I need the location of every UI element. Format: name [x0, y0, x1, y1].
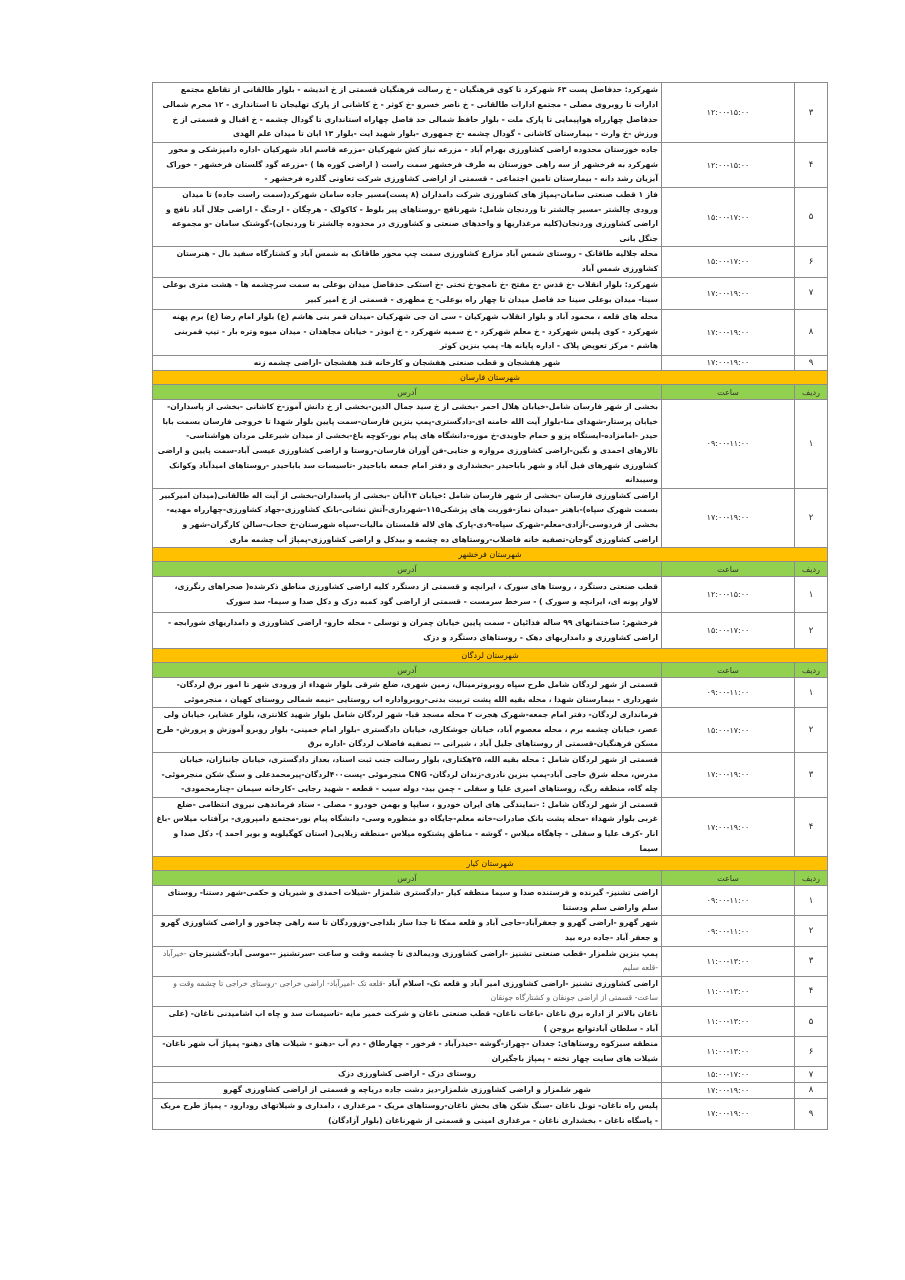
- section-title-row: [153, 548, 828, 562]
- outage-schedule-table: [152, 82, 828, 1130]
- address-text: فاز ۱ قطب صنعتی سامان-پمپاژ های کشاورزی شرکت دامداران (۸ پست)مسیر جاده سامان شهرکرد(سمت راست جاده) تا میدان ورودی چالشتر -مسیر چالشتر تا وردنجان شامل: شهرنافچ -روستاهای پیر بلوط - کاکولک - هرچگان - ارجنگ - اراضی جلال آباد نافچ و اراضی کشاورزی وردنجان(کلیه مرغداریها و واحدهای صنعتی و کشاورزی در محدوده چالشتر تا وردنجان)-گوشتک سامان -و مجموعه جنگل بانی: [166, 190, 658, 243]
- table-row: [153, 355, 828, 371]
- row-index: ۵: [795, 188, 828, 247]
- row-address: [153, 976, 662, 1006]
- row-time-range: ۱۷:۰۰-۱۹:۰۰: [662, 1082, 795, 1098]
- row-address: [153, 309, 662, 355]
- row-index: ۷: [795, 277, 828, 309]
- row-time-range: ۱۵:۰۰-۱۷:۰۰: [662, 247, 795, 277]
- address-text: شهرکرد: بلوار انقلاب -خ قدس -خ مفتح -خ نامجو-خ تختی -خ استکی حدفاصل میدان بوعلی به سمت سرچشمه ها - هشت متری بوعلی سینا- میدان بوعلی سینا حد فاصل میدان تا چهار راه بوعلی- خ مطهری - قسمتی از خ امیر کبیر: [162, 280, 658, 305]
- column-header-address: آدرس: [153, 871, 662, 886]
- row-address: [153, 916, 662, 946]
- row-index: ۳: [795, 83, 828, 143]
- table-row: [153, 946, 828, 976]
- section-title-row: [153, 857, 828, 871]
- row-index: ۶: [795, 1037, 828, 1067]
- table-row: [153, 247, 828, 277]
- row-address: [153, 1098, 662, 1129]
- address-text: روستای دزک - اراضی کشاورزی دزک: [338, 1069, 476, 1079]
- section-title-row: [153, 371, 828, 385]
- row-address: [153, 613, 662, 649]
- table-row: [153, 1037, 828, 1067]
- column-header-time: ساعت: [662, 385, 795, 400]
- column-header-row: [153, 871, 828, 886]
- address-text: ناغان بالاتر از اداره برق ناغان -باغات ناغان- قطب صنعتی ناغان و شرکت خمیر مایه -تاسیسات سد و چاه اب اشامیدنی ناغان- (علی آباد - سلطان آبادتوابع بروجن ): [168, 1008, 658, 1033]
- row-address: [153, 577, 662, 613]
- row-index: ۳: [795, 753, 828, 798]
- address-text: اراضی تشنیز- گیرنده و فرستنده صدا و سیما منطقه کیار -دادگستری شلمزار -شیلات احمدی و شیریان و حکمی-شهر دستنا- روستای سلم واراضی سلم ودستنا: [167, 888, 658, 912]
- address-text: قسمتی از شهر لردگان شامل : محله بقیه الله، ۲۵هکتاری، بلوار رسالت جنب ثبت اسناد، بعداز دادگستری، خیابان جانبازان، خیابان مدرس، محله شرق حاجی آباد-پمپ بنزین نادری-زندان لردگان- CNG منجرموئی -پست۴۰۰لردگان-پیرمحمدعلی و سنگ شکن منجرموئی- چله گاه، منطقه ریگ، روستاهای امیری علیا و سفلی - چمن بید- دوله سیب - قطعه - شهید رجایی -کارخانه سیمان -چنارمحمودی-: [161, 755, 658, 794]
- row-time-range: ۱۱:۰۰-۱۳:۰۰: [662, 946, 795, 976]
- column-header-time: ساعت: [662, 562, 795, 577]
- address-text-secondary: -قلعه تک -امیرآباد- اراضی خراجی -روستای خراجی تا چشمه وقت و ساعت- قسمتی از اراضی جونقان و کشتارگاه جونقان: [173, 978, 658, 1003]
- row-index: ۱: [795, 577, 828, 613]
- table-row: [153, 708, 828, 753]
- row-address: [153, 708, 662, 753]
- table-row: [153, 488, 828, 547]
- address-text: شهر گهرو -اراضی گهرو و جعفرآباد-حاجی آباد و قلعه ممکا تا جدا ساز بلداجی-وزوردگان تا سه راهی چغاخور و اراضی کشاورزی گهرو و جعفر آباد -جاده دره بید: [160, 918, 658, 942]
- row-time-range: ۱۷:۰۰-۱۹:۰۰: [662, 277, 795, 309]
- row-time-range: ۱۷:۰۰-۱۹:۰۰: [662, 797, 795, 856]
- row-index: ۲: [795, 613, 828, 649]
- column-header-row: [153, 663, 828, 678]
- table-row: [153, 400, 828, 489]
- address-text: فرمانداری لردگان- دفتر امام جمعه-شهرک هجرت ۲ محله مسجد قبا- شهر لردگان شامل بلوار شهید کلانتری، بلوار عشایر، خیابان ولی عصر، خیابان چشمه برم ، محله معصوم آباد، خیابان جوشکاری، خیابان دادگستری -بلوار امام خمینی- بلوار روبرو آموزش و پرورش- طرح مسکن فرهنگیان-قسمتی از روستاهای جلیل آباد ، شیرانی -- تصفیه فاضلاب لردگان -اداره برق: [156, 710, 658, 749]
- table-row: [153, 143, 828, 188]
- row-time-range: ۱۱:۰۰-۱۳:۰۰: [662, 1037, 795, 1067]
- row-index: ۶: [795, 247, 828, 277]
- address-text: شهرکرد: حدفاصل پست ۶۳ شهرکرد تا کوی فرهنگیان - خ رسالت فرهنگیان قسمتی از خ اندیشه - بلوار طالقانی از تقاطع مجتمع ادارات تا روبروی مصلی - مجتمع ادارات طالقانی - خ ناصر خسرو -خ کوثر - خ کاشانی از پارک تهلیجان تا استانداری - ۱۲ محرم شمالی حدفاصل چهارراه هواپیمایی تا پارک ملت - بلوار حافظ شمالی حد فاصل چهاراه استانداری تا گودال چشمه - خ اقبال و قسمتی از خ ورزش -خ وارث - بیمارستان کاشانی - گودال چشمه -خ جمهوری -بلوار شهید ایت -بلوار ۱۳ ابان تا میدان علم الهدی: [162, 85, 658, 139]
- address-text: پلیس راه ناغان- تونل ناغان -سنگ شکن های بخش ناغان-روستاهای مریک - مرغداری ، دامداری و شیلاتهای رودارود - پمپاژ طرح مریک - پاسگاه ناغان - بخشداری ناغان - مرغداری امینی و قسمتی از شهرناغان (بلوار آزادگان): [160, 1100, 658, 1125]
- row-time-range: ۱۵:۰۰-۱۷:۰۰: [662, 613, 795, 649]
- row-time-range: ۱۲:۰۰-۱۵:۰۰: [662, 143, 795, 188]
- address-text-secondary: -خیرآباد -قلعه سلیم: [162, 948, 658, 973]
- row-address: [153, 247, 662, 277]
- row-index: ۷: [795, 1067, 828, 1083]
- row-address: [153, 797, 662, 856]
- row-address: [153, 277, 662, 309]
- row-address: [153, 1082, 662, 1098]
- table-row: [153, 886, 828, 916]
- column-header-address: آدرس: [153, 562, 662, 577]
- row-time-range: ۱۷:۰۰-۱۹:۰۰: [662, 1098, 795, 1129]
- row-time-range: ۱۱:۰۰-۱۳:۰۰: [662, 976, 795, 1006]
- row-time-range: ۱۲:۰۰-۱۵:۰۰: [662, 577, 795, 613]
- row-address: [153, 355, 662, 371]
- row-index: ۸: [795, 1082, 828, 1098]
- row-time-range: ۱۷:۰۰-۱۹:۰۰: [662, 488, 795, 547]
- row-index: ۹: [795, 1098, 828, 1129]
- column-header-time: ساعت: [662, 871, 795, 886]
- row-time-range: ۰۹:۰۰-۱۱:۰۰: [662, 400, 795, 489]
- column-header-address: آدرس: [153, 385, 662, 400]
- address-text: قطب صنعتی دستگرد ، روستا های سورک ، ایرانچه و قسمتی از دستگرد کلیه اراضی کشاورزی مناطق ذکرشده( صحراهای رنگرزی، لاوار پونه ای، ایرانچه و سورک ) - سرخط سرمست - قسمتی از اراضی گود کمبه دزک و دکل صدا و سیما- سد سورک: [174, 582, 658, 606]
- row-time-range: ۱۲:۰۰-۱۵:۰۰: [662, 83, 795, 143]
- row-index: ۸: [795, 309, 828, 355]
- section-title: شهرستان فرخشهر: [153, 548, 828, 562]
- table-row: [153, 916, 828, 946]
- address-text: منطقه سبزکوه روستاهای: جغدان -چهراز-گوشه -حیدرآباد - فرخور - چهارطاق - دم آب -دهنو - شیلات های دهنو- پمپاژ آب شهر ناغان- شیلات های سایت چهار تخته - پمپاژ باجگیران: [162, 1039, 658, 1063]
- column-header-time: ساعت: [662, 663, 795, 678]
- row-address: [153, 1006, 662, 1036]
- table-row: [153, 1067, 828, 1083]
- row-index: ۴: [795, 143, 828, 188]
- outage-schedule-document: [152, 82, 828, 1130]
- address-text: فرخشهر: ساختمانهای ۹۹ ساله فدائیان - سمت پایین خیابان چمران و توسلی - محله خارو- اراضی کشاورزی و دامداریهای شورابجه - اراضی کشاورزی و دامداریهای دهک - روستاهای دستگرد و دزک: [167, 618, 658, 642]
- table-row: [153, 83, 828, 143]
- table-row: [153, 577, 828, 613]
- address-text: قسمتی از شهر لردگان شامل : -نمایندگی های ایران خودرو ، سایپا و بهمن خودرو - مصلی - ستاد فرماندهی نیروی انتظامی -ضلع غربی بلوار شهداء -محله پشت بانک صادرات-خانه معلم-جایگاه دو منظوره وسی- دانشگاه پیام نور-مجتمع دامپروری- برآفتاب میلاس -باغ انار -کرف علیا و سفلی - چاهگاه میلاس - گوشه - مناطق پشتکوه میلاس -منطقه زیلایی( استان کهگیلویه و بویر احمد )- دکل صدا و سیما: [156, 799, 658, 853]
- column-header-address: آدرس: [153, 663, 662, 678]
- address-text: اراضی کشاورزی تشنیز -اراضی کشاورزی امیر آباد و قلعه تک- اسلام آباد: [387, 978, 658, 988]
- row-address: [153, 1067, 662, 1083]
- address-text: پمپ بنزین شلمزار -قطب صنعتی تشنیز -اراضی کشاورزی ودیمالدی تا چشمه وقت و ساعت -سرتشنیز --موسی آباد-گشنیزجان: [189, 948, 658, 958]
- row-address: [153, 488, 662, 547]
- row-time-range: ۰۹:۰۰-۱۱:۰۰: [662, 886, 795, 916]
- row-index: ۱: [795, 678, 828, 708]
- address-text: بخشی از شهر فارسان شامل-خیابان هلال احمر -بخشی از خ سید جمال الدین-بخشی از خ دانش آموز-خ کاشانی -بخشی از پاسداران-خیابان پرستار-شهدای منا-بلوار آیت الله خامنه ای-دادگستری-پمپ بنزین فارسان-سمت پایین بلوار شهدا تا خروجی فارسان بسمت بابا حیدر -امامزاده-ایستگاه پزو و حمام جاویدی-خ موزه-دانشگاه های پیام نور-کوچه باغ-بخشی از میدان شیرعلی مردان هواشناسی-تالارهای احمدی و نگین-اراضی کشاورزی مروازه و ختایی-فن آوران فارسان-روستا و اراضی کشاورزی عیسی آباد-سمت پایین و اراضی کشاورزی شهرهای فیل آباد و شهر باباحیدر -بخشداری و دفتر امام جمعه باباحیدر -تاسیسات سد باباحیدر -روستاهای امیدآباد وکوانک وسیبدانه: [157, 402, 658, 485]
- column-header-index: ردیف: [795, 385, 828, 400]
- row-time-range: ۱۵:۰۰-۱۷:۰۰: [662, 188, 795, 247]
- row-time-range: ۱۷:۰۰-۱۹:۰۰: [662, 753, 795, 798]
- section-title-row: [153, 649, 828, 663]
- row-index: ۳: [795, 946, 828, 976]
- address-text: محله جلالیه طاقانک - روستای شمس آباد مزارع کشاورزی سمت چپ محور طاقانک به شمس آباد و کشتارگاه سفید بال - هنرستان کشاورزی شمس آباد: [176, 249, 658, 273]
- table-row: [153, 976, 828, 1006]
- column-header-row: [153, 385, 828, 400]
- row-index: ۱: [795, 400, 828, 489]
- row-address: [153, 1037, 662, 1067]
- row-index: ۱: [795, 886, 828, 916]
- address-text: قسمتی از شهر لردگان شامل طرح سپاه روبروترمینال، زمین شهری، ضلع شرقی بلوار شهداء از ورودی شهر تا امور برق لردگان- شهرداری - بیمارستان شهدا ، محله بقیه الله پشت تربیت بدنی-روبرواداره اب روستایی -نیمه شمالی روستای کهیان ، منجرموئی: [176, 680, 658, 704]
- row-time-range: ۱۵:۰۰-۱۷:۰۰: [662, 1067, 795, 1083]
- row-time-range: ۰۹:۰۰-۱۱:۰۰: [662, 916, 795, 946]
- row-time-range: ۰۹:۰۰-۱۱:۰۰: [662, 678, 795, 708]
- section-title: شهرستان کیار: [153, 857, 828, 871]
- row-address: [153, 886, 662, 916]
- row-time-range: ۱۱:۰۰-۱۳:۰۰: [662, 1006, 795, 1036]
- row-index: ۴: [795, 976, 828, 1006]
- section-title: شهرستان فارسان: [153, 371, 828, 385]
- row-address: [153, 143, 662, 188]
- row-index: ۹: [795, 355, 828, 371]
- table-row: [153, 613, 828, 649]
- row-time-range: ۱۷:۰۰-۱۹:۰۰: [662, 309, 795, 355]
- table-row: [153, 277, 828, 309]
- section-title: شهرستان لردگان: [153, 649, 828, 663]
- row-time-range: ۱۷:۰۰-۱۹:۰۰: [662, 355, 795, 371]
- address-text: محله های قلعه ، محمود آباد و بلوار انقلاب شهرکیان - سی ان جی شهرکیان -میدان قمر بنی هاشم (ع) بلوار امام رضا (ع) برم پهنه شهرکرد - کوی پلیس شهرکرد - خ معلم شهرکرد - خ سمیه شهرکرد - خ ابوذر - خیابان مجاهدان - میدان میوه وتره بار - تیپ قمربنی هاشم - مرکز تعویض پلاک - اداره پایانه ها- پمپ بنزین کوثر: [172, 312, 658, 351]
- column-header-index: ردیف: [795, 562, 828, 577]
- row-address: [153, 678, 662, 708]
- column-header-index: ردیف: [795, 663, 828, 678]
- row-index: ۵: [795, 1006, 828, 1036]
- row-address: [153, 83, 662, 143]
- table-row: [153, 753, 828, 798]
- address-text: جاده خوزستان محدوده اراضی کشاورزی بهرام آباد - مزرعه نیاز کش شهرکیان -مزرعه قاسم اباد شهرکیان -اداره دامپزشکی و محور شهرکرد به فرخشهر از سه راهی خوزستان به طرف فرخشهر سمت راست ( اراضی کوره ها ) -مزرعه گود گلستان فرخشهر - خوراک آبزیان رشد دانه - بیمارستان تامین اجتماعی - قسمتی از اراضی کشاورزی شرکت تعاونی گلدره فرخشهر -: [166, 145, 658, 184]
- address-text: شهر شلمزار و اراضی کشاورزی شلمزار-دیز دشت جاده دریاچه و قسمتی از اراضی کشاورزی گهرو: [223, 1084, 591, 1094]
- row-address: [153, 946, 662, 976]
- table-row: [153, 1098, 828, 1129]
- row-address: [153, 400, 662, 489]
- row-index: ۴: [795, 797, 828, 856]
- table-row: [153, 188, 828, 247]
- column-header-index: ردیف: [795, 871, 828, 886]
- row-time-range: ۱۵:۰۰-۱۷:۰۰: [662, 708, 795, 753]
- row-index: ۲: [795, 916, 828, 946]
- table-row: [153, 1082, 828, 1098]
- table-row: [153, 1006, 828, 1036]
- row-index: ۲: [795, 708, 828, 753]
- address-text: شهر هفشجان و قطب صنعتی هفشجان و کارخانه قند هفشجان -اراضی چشمه زنه: [253, 357, 561, 367]
- table-row: [153, 309, 828, 355]
- row-address: [153, 188, 662, 247]
- schedule-table-body: [153, 83, 828, 1130]
- address-text: اراضی کشاورزی فارسان -بخشی از شهر فارسان شامل :خیابان ۱۳آبان -بخشی از پاسداران-بخشی از آیت اله طالقانی(میدان امیرکبیر بسمت شهرک سپاه)-باهنر -میدان نماز-فوریت های پزشکی۱۱۵-شهرداری-آتش نشانی-بانک کشاورزی-جهاد کشاورزی-چهارراه مهدیه-بخشی از فردوسی-آزادی-معلم-شهرک سپاه-۹دی-پارک های لاله قلمستان مالیات-سپاه شهرستان-خ حجاب-سالن کارگران-شهر و اراضی کشاورزی گوجان-تصفیه خانه فاضلاب-روستاهای ده چشمه و بیدکل و اراضی کشاورزی-پمپاژ آب چشمه ماری: [159, 490, 658, 544]
- table-row: [153, 678, 828, 708]
- column-header-row: [153, 562, 828, 577]
- table-row: [153, 797, 828, 856]
- row-index: ۲: [795, 488, 828, 547]
- row-address: [153, 753, 662, 798]
